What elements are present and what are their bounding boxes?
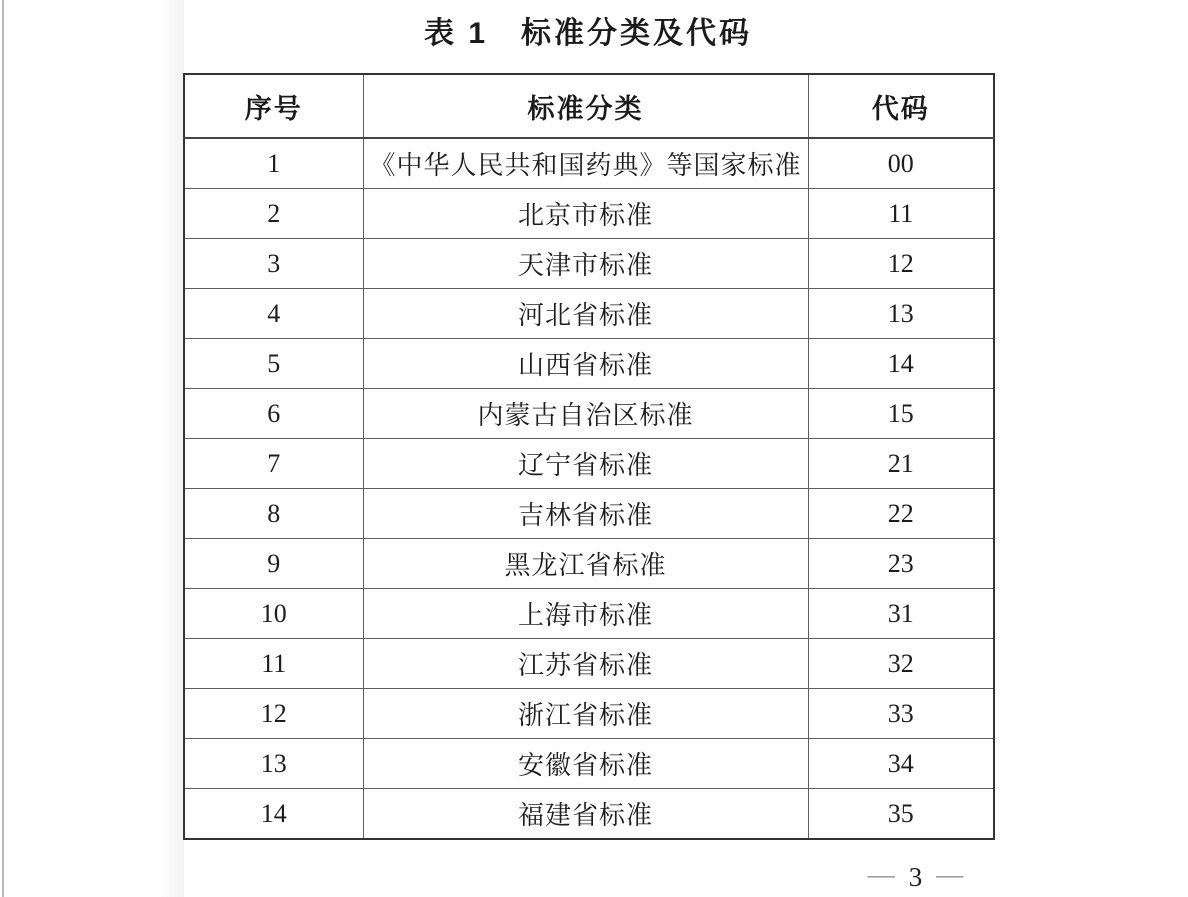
category-cell: 《中华人民共和国药典》等国家标准	[363, 138, 808, 189]
code-cell: 33	[808, 689, 994, 739]
page-number	[828, 859, 1003, 893]
code-cell: 12	[808, 239, 994, 289]
serial-number-cell: 10	[184, 589, 363, 639]
column-header-serial-number: 序号	[184, 74, 363, 138]
code-cell: 32	[808, 639, 994, 689]
code-cell: 31	[808, 589, 994, 639]
table-row	[184, 389, 994, 439]
category-cell: 天津市标准	[363, 239, 808, 289]
scan-edge-line	[2, 0, 4, 897]
category-cell: 内蒙古自治区标准	[363, 389, 808, 439]
category-cell: 江苏省标准	[363, 639, 808, 689]
table-row	[184, 189, 994, 239]
page-number-value: 3	[908, 862, 923, 892]
code-cell: 00	[808, 138, 994, 189]
category-cell: 河北省标准	[363, 289, 808, 339]
table-row	[184, 489, 994, 539]
table-row	[184, 589, 994, 639]
serial-number-cell: 2	[184, 189, 363, 239]
table-row	[184, 439, 994, 489]
code-cell: 23	[808, 539, 994, 589]
category-cell: 黑龙江省标准	[363, 539, 808, 589]
table-row	[184, 289, 994, 339]
serial-number-cell: 7	[184, 439, 363, 489]
category-cell: 北京市标准	[363, 189, 808, 239]
serial-number-cell: 9	[184, 539, 363, 589]
code-cell: 13	[808, 289, 994, 339]
category-cell: 吉林省标准	[363, 489, 808, 539]
serial-number-cell: 5	[184, 339, 363, 389]
serial-number-cell: 4	[184, 289, 363, 339]
serial-number-cell: 6	[184, 389, 363, 439]
category-cell: 安徽省标准	[363, 739, 808, 789]
code-cell: 11	[808, 189, 994, 239]
code-cell: 21	[808, 439, 994, 489]
code-cell: 15	[808, 389, 994, 439]
table-row	[184, 739, 994, 789]
table-row	[184, 689, 994, 739]
code-cell: 14	[808, 339, 994, 389]
table-header-row	[184, 74, 994, 138]
serial-number-cell: 11	[184, 639, 363, 689]
table-row	[184, 789, 994, 840]
serial-number-cell: 14	[184, 789, 363, 840]
table-row	[184, 639, 994, 689]
table-title: 表 1 标准分类及代码	[423, 17, 753, 50]
column-header-standard-classification: 标准分类	[363, 74, 808, 138]
serial-number-cell: 12	[184, 689, 363, 739]
code-cell: 34	[808, 739, 994, 789]
page-number-dash-right: —	[936, 859, 964, 889]
category-cell: 辽宁省标准	[363, 439, 808, 489]
serial-number-cell: 1	[184, 138, 363, 189]
table-row	[184, 239, 994, 289]
category-cell: 上海市标准	[363, 589, 808, 639]
scan-shadow-band	[160, 0, 184, 897]
code-cell: 35	[808, 789, 994, 840]
category-cell: 福建省标准	[363, 789, 808, 840]
page-number-dash-left: —	[867, 859, 895, 889]
category-cell: 山西省标准	[363, 339, 808, 389]
serial-number-cell: 13	[184, 739, 363, 789]
table-row	[184, 539, 994, 589]
table-row	[184, 339, 994, 389]
category-cell: 浙江省标准	[363, 689, 808, 739]
serial-number-cell: 8	[184, 489, 363, 539]
table-row	[184, 138, 994, 189]
column-header-code: 代码	[808, 74, 994, 138]
standards-classification-table	[183, 73, 995, 840]
code-cell: 22	[808, 489, 994, 539]
serial-number-cell: 3	[184, 239, 363, 289]
